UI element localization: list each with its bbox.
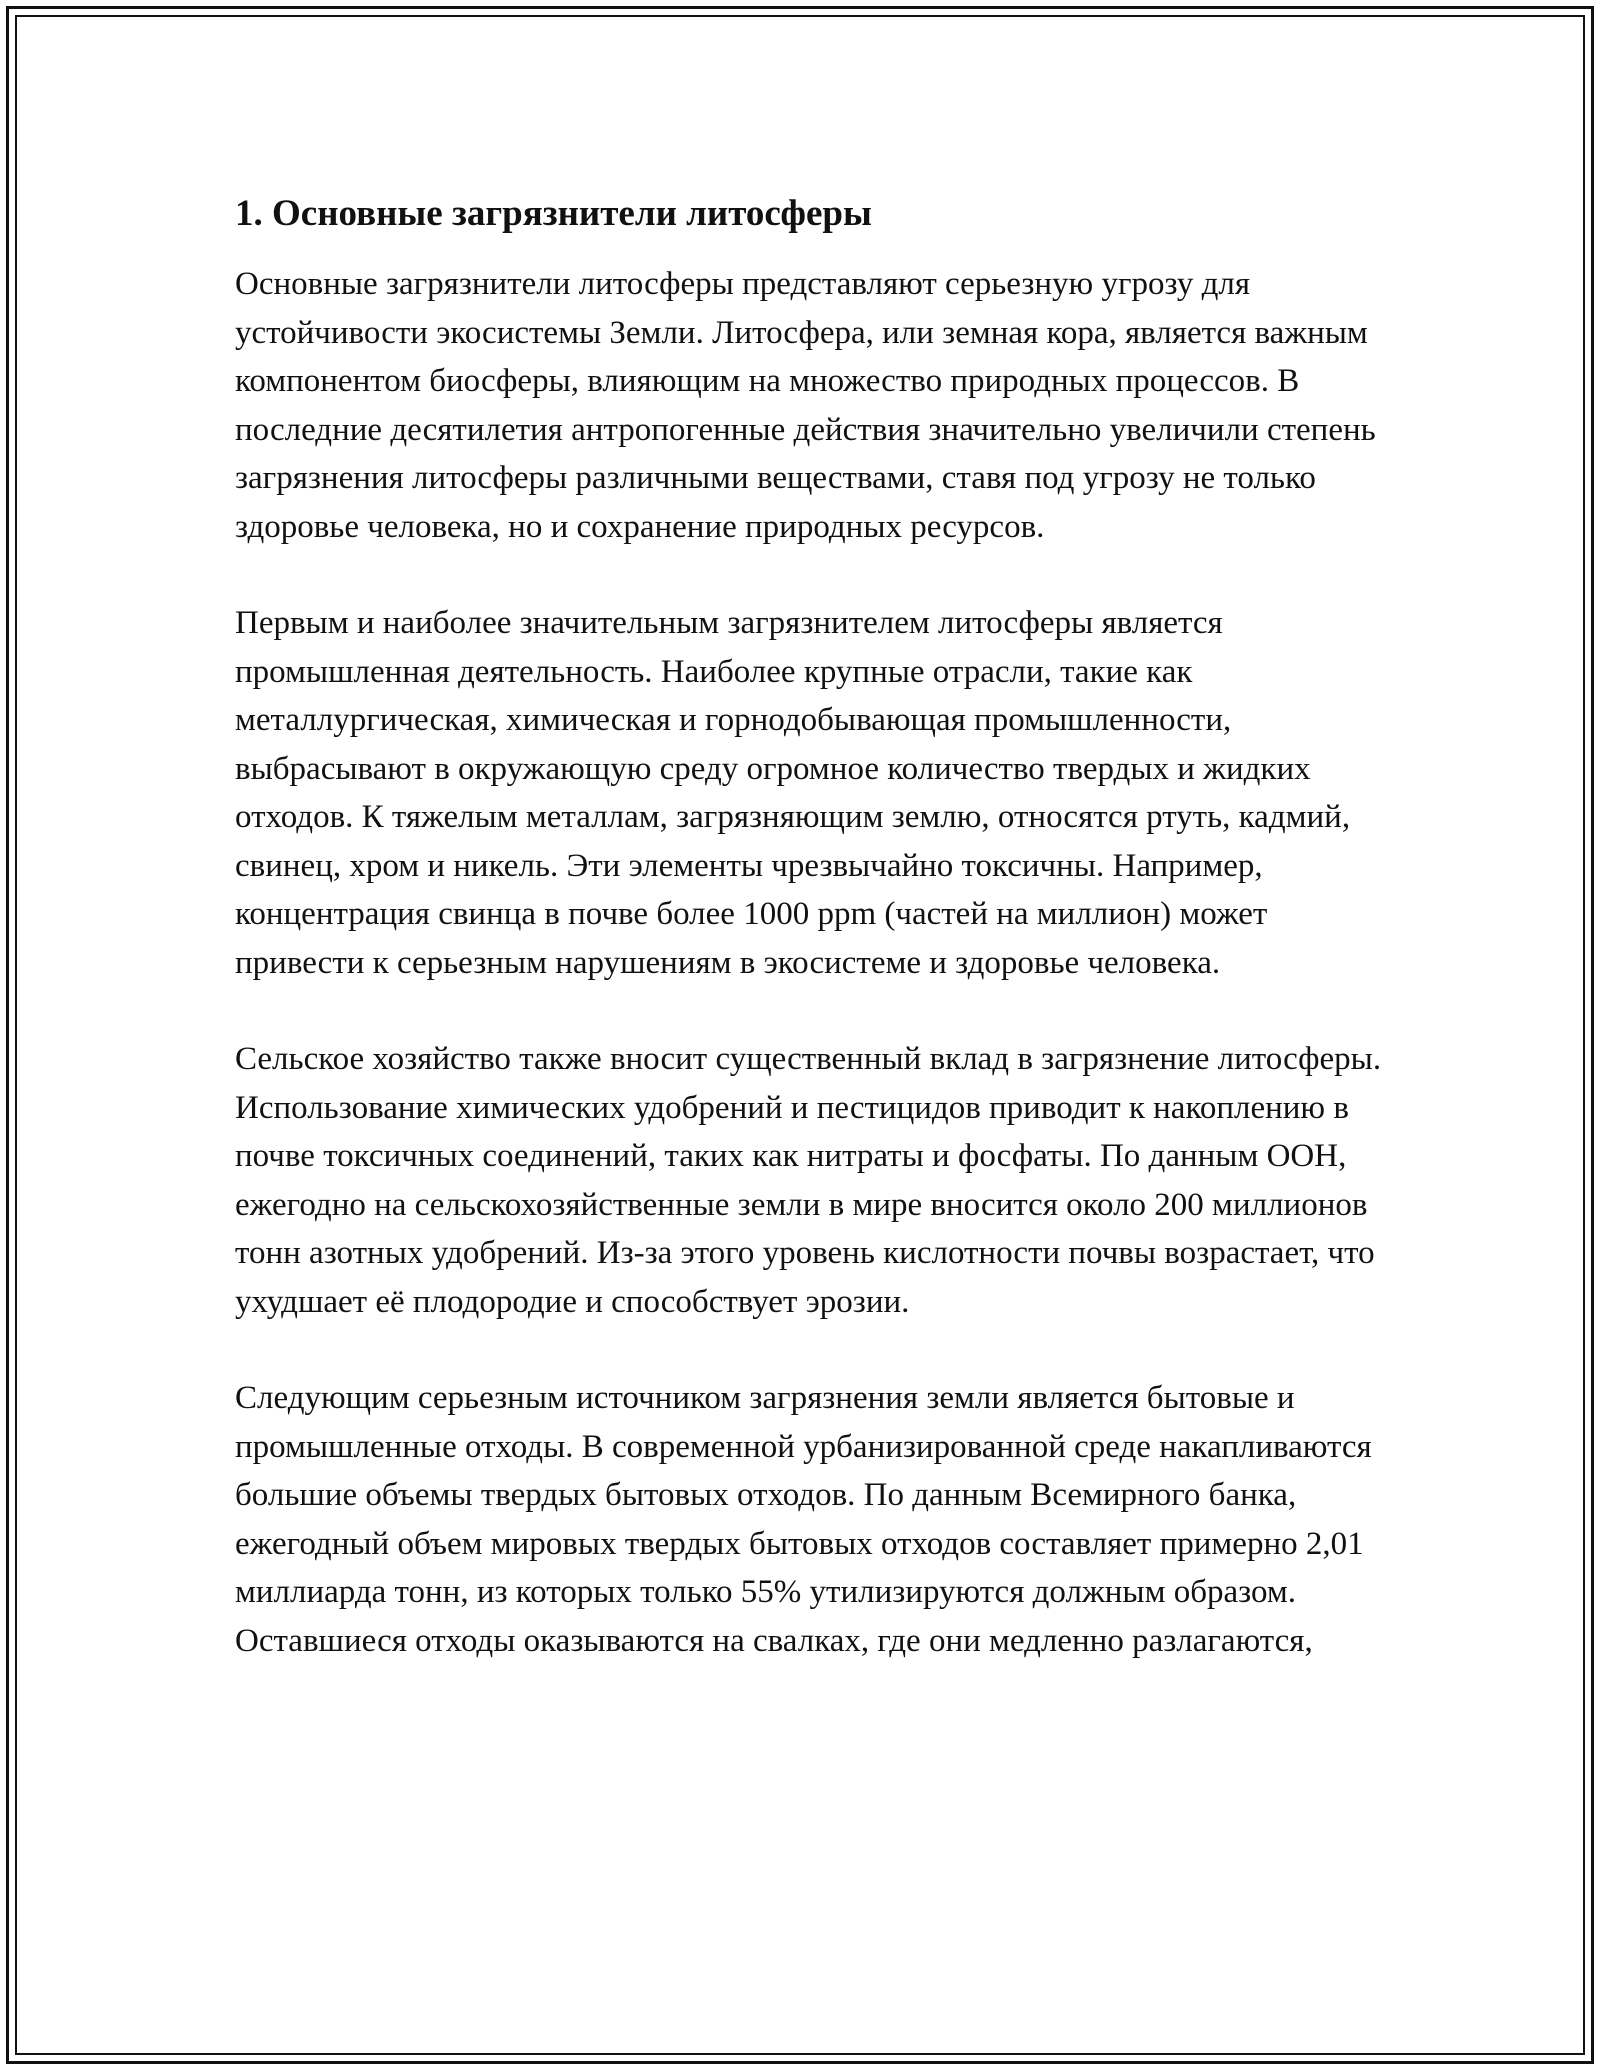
paragraph-waste: Следующим серьезным источником загрязнения земли является бытовые и промышленные отходы. В современной урбанизированной среде накапливаются большие объемы твердых бытовых отходов. По данным Всемирного банка, ежегодный объем мировых твердых бытовых отходов составляет примерно 2,01 миллиарда тонн, из которых только 55% утилизируются должным образом. Оставшиеся отходы оказываются на свалках, где они медленно разлагаются, bbox=[235, 1380, 1372, 1659]
section-heading: 1. Основные загрязнители литосферы bbox=[235, 193, 872, 234]
paragraph-intro: Основные загрязнители литосферы представляют серьезную угрозу для устойчивости экосистемы Земли. Литосфера, или земная кора, является важным компонентом биосферы, влияющим на множество природных процессов. В последние десятилетия антропогенные действия значительно увеличили степень загрязнения литосферы различными веществами, ставя под угрозу не только здоровье человека, но и сохранение природных ресурсов. bbox=[235, 266, 1376, 545]
paragraph-agriculture: Сельское хозяйство также вносит существенный вклад в загрязнение литосферы. Использование химических удобрений и пестицидов приводит к накоплению в почве токсичных соединений, таких как нитраты и фосфаты. По данным ООН, ежегодно на сельскохозяйственные земли в мире вносится около 200 миллионов тонн азотных удобрений. Из-за этого уровень кислотности почвы возрастает, что ухудшает её плодородие и способствует эрозии. bbox=[235, 1041, 1382, 1320]
paragraph-industry: Первым и наиболее значительным загрязнителем литосферы является промышленная деятельность. Наиболее крупные отрасли, такие как металлургическая, химическая и горнодобывающая промышленности, выбрасывают в окружающую среду огромное количество твердых и жидких отходов. К тяжелым металлам, загрязняющим землю, относятся ртуть, кадмий, свинец, хром и никель. Эти элементы чрезвычайно токсичны. Например, концентрация свинца в почве более 1000 ppm (частей на миллион) может привести к серьезным нарушениям в экосистеме и здоровье человека. bbox=[235, 605, 1351, 981]
document-body bbox=[235, 188, 1385, 1665]
